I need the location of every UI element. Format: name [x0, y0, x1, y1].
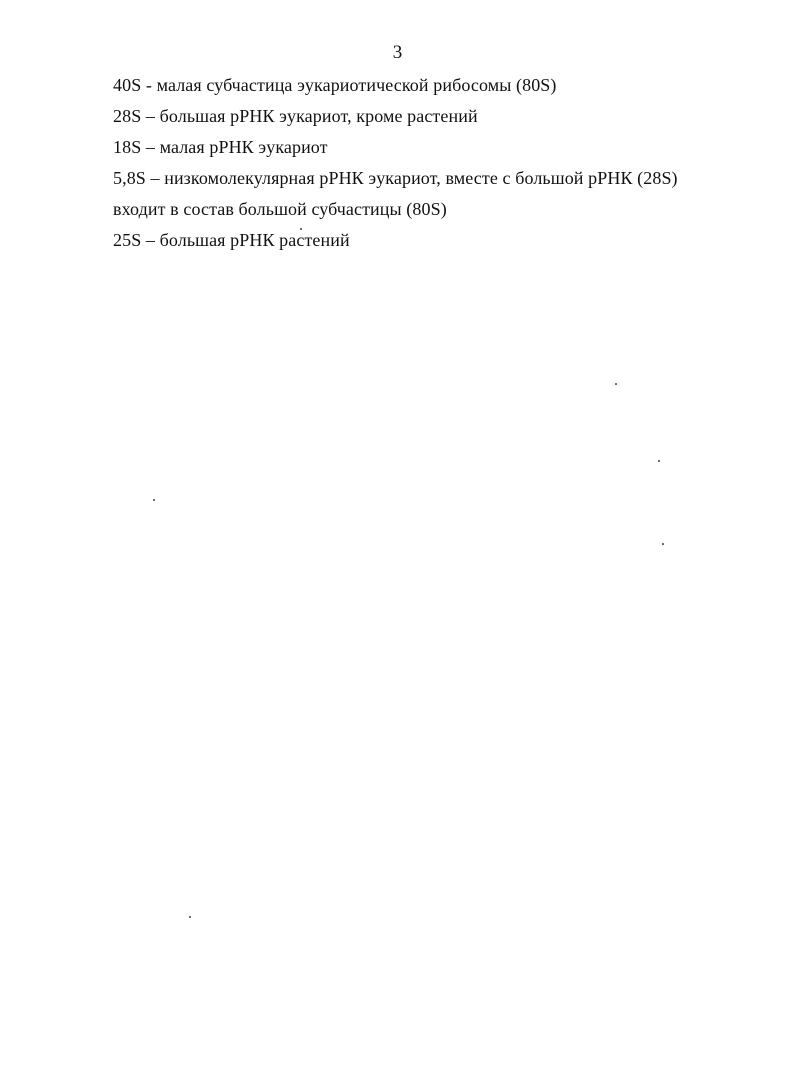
scan-speck [153, 499, 155, 501]
scan-speck [300, 228, 302, 230]
text-line: 25S – большая рРНК растений [113, 230, 350, 250]
scan-speck [189, 916, 191, 918]
page-number: 3 [392, 42, 403, 63]
text-line: 5,8S – низкомолекулярная рРНК эукариот, вместе с большой рРНК (28S) [113, 168, 678, 188]
text-block [113, 70, 753, 256]
scan-speck [615, 383, 617, 385]
scan-speck [662, 543, 664, 545]
text-line: 18S – малая рРНК эукариот [113, 137, 328, 157]
text-line: входит в состав большой субчастицы (80S) [113, 199, 447, 219]
text-line: 28S – большая рРНК эукариот, кроме растений [113, 106, 478, 126]
scan-speck [658, 460, 660, 462]
text-line: 40S - малая субчастица эукариотической рибосомы (80S) [113, 75, 557, 95]
